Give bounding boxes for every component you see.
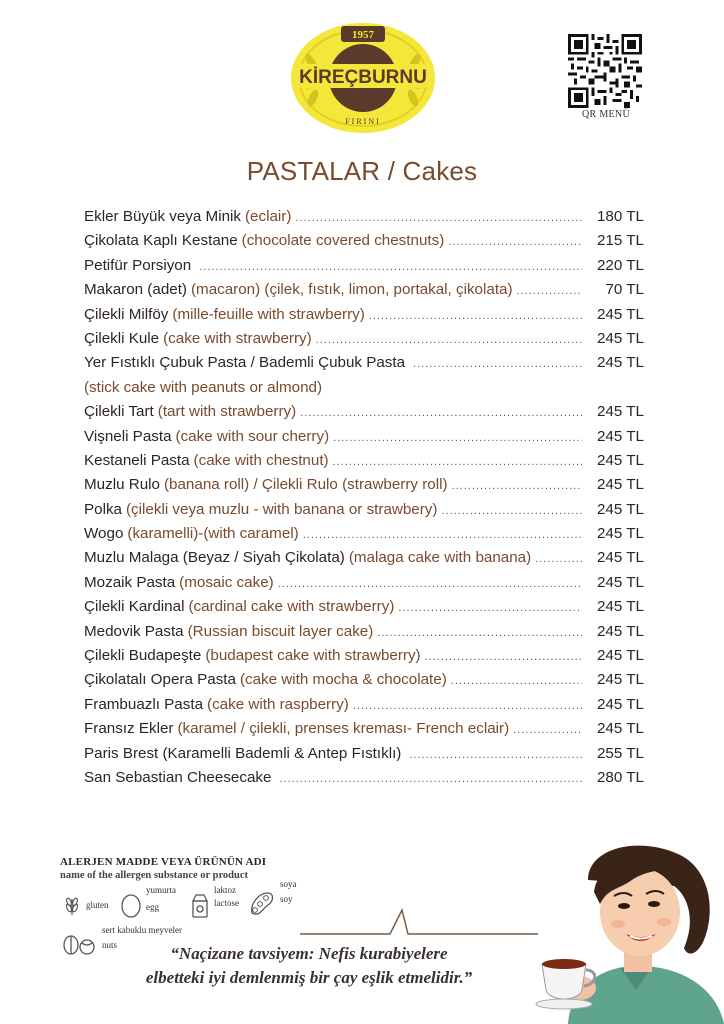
list-item bbox=[84, 598, 644, 622]
leader-dots bbox=[413, 358, 582, 370]
item-english: (mille-feuille with strawberry) bbox=[172, 305, 365, 323]
brand-name: KİREÇBURNU bbox=[299, 67, 427, 88]
list-item bbox=[84, 403, 644, 427]
item-price: 245 TL bbox=[596, 720, 644, 738]
allergen-soy-tr: soya bbox=[280, 879, 297, 889]
item-english: (karamelli)-(with caramel) bbox=[127, 525, 299, 543]
list-item bbox=[84, 574, 644, 598]
item-price: 245 TL bbox=[596, 549, 644, 567]
item-english: (macaron) (çilek, fıstık, limon, portakal, çikolata) bbox=[190, 281, 513, 299]
list-item bbox=[84, 623, 644, 647]
leader-dots bbox=[353, 700, 582, 712]
allergen-lactose-en: lactose bbox=[214, 898, 239, 908]
allergen-soy-en: soy bbox=[280, 894, 293, 904]
list-item bbox=[84, 769, 644, 793]
item-name: Frambuazlı Pasta bbox=[84, 695, 204, 713]
item-english: (cardinal cake with strawberry) bbox=[188, 598, 395, 616]
item-price: 280 TL bbox=[596, 768, 644, 786]
item-name: Çilekli Budapeşte bbox=[84, 647, 202, 665]
leader-dots bbox=[300, 407, 582, 419]
item-name: Mozaik Pasta bbox=[84, 573, 176, 591]
item-name: San Sebastian Cheesecake bbox=[84, 768, 272, 786]
item-price: 245 TL bbox=[596, 403, 644, 421]
item-name: Muzlu Rulo bbox=[84, 476, 160, 494]
leader-dots bbox=[441, 505, 582, 517]
list-item bbox=[84, 428, 644, 452]
brand-logo bbox=[289, 22, 437, 134]
leader-dots bbox=[451, 675, 582, 687]
item-price: 180 TL bbox=[596, 208, 644, 225]
allergen-nuts-en: nuts bbox=[102, 940, 118, 950]
item-name: Çikolatalı Opera Pasta bbox=[84, 671, 236, 689]
item-name: Makaron (adet) bbox=[84, 281, 187, 299]
item-name: Muzlu Malaga (Beyaz / Siyah Çikolata) bbox=[84, 549, 345, 567]
list-item bbox=[84, 257, 644, 281]
soybean-icon bbox=[248, 889, 276, 919]
speech-pointer bbox=[300, 906, 540, 946]
qr-code-icon[interactable] bbox=[568, 34, 642, 108]
item-english: (Russian biscuit layer cake) bbox=[187, 622, 374, 640]
item-name: Paris Brest (Karamelli Bademli & Antep Fıstıklı) bbox=[84, 744, 402, 762]
allergen-subtitle: name of the allergen substance or product bbox=[60, 870, 249, 881]
item-name: Çilekli Milföy bbox=[84, 305, 169, 323]
allergen-title: ALERJEN MADDE VEYA ÜRÜNÜN ADI bbox=[60, 856, 267, 868]
list-item bbox=[84, 330, 644, 354]
item-english: (mosaic cake) bbox=[179, 573, 274, 591]
item-name: Çilekli Tart bbox=[84, 403, 154, 421]
item-price: 245 TL bbox=[596, 329, 644, 347]
leader-dots bbox=[369, 310, 582, 322]
leader-dots bbox=[517, 285, 582, 297]
retro-woman-illustration bbox=[528, 840, 724, 1024]
wheat-icon bbox=[60, 893, 84, 917]
item-name: Çilekli Kule bbox=[84, 329, 160, 347]
item-english: (cake with chestnut) bbox=[193, 451, 329, 469]
egg-icon bbox=[120, 893, 142, 919]
allergen-egg-tr: yumurta bbox=[146, 885, 176, 895]
item-price: 245 TL bbox=[596, 695, 644, 713]
item-price: 245 TL bbox=[596, 305, 644, 323]
item-price: 70 TL bbox=[605, 281, 644, 299]
list-item bbox=[84, 501, 644, 525]
page-title: PASTALAR / Cakes bbox=[246, 156, 478, 186]
leader-dots bbox=[333, 432, 582, 444]
allergen-lactose-tr: laktoz bbox=[214, 885, 236, 895]
list-item bbox=[84, 745, 644, 769]
list-item bbox=[84, 476, 644, 500]
leader-dots bbox=[295, 212, 582, 224]
item-name: Çikolata Kaplı Kestane bbox=[84, 232, 238, 250]
list-item bbox=[84, 208, 644, 232]
item-price: 245 TL bbox=[596, 427, 644, 445]
leader-dots bbox=[409, 749, 582, 761]
item-price: 245 TL bbox=[596, 476, 644, 494]
item-english: (cake with sour cherry) bbox=[175, 427, 330, 445]
list-item bbox=[84, 720, 644, 744]
item-name: Çilekli Kardinal bbox=[84, 598, 185, 616]
item-price: 245 TL bbox=[596, 647, 644, 665]
leader-dots bbox=[452, 480, 582, 492]
item-english: (cake with mocha & chocolate) bbox=[239, 671, 447, 689]
leader-dots bbox=[199, 261, 582, 273]
item-name: Medovik Pasta bbox=[84, 622, 184, 640]
list-item bbox=[84, 232, 644, 256]
qr-label: QR MENÜ bbox=[582, 109, 630, 120]
allergen-gluten-label: gluten bbox=[86, 900, 109, 910]
leader-dots bbox=[448, 236, 582, 248]
list-item bbox=[84, 281, 644, 305]
list-item bbox=[84, 696, 644, 720]
item-english: (chocolate covered chestnuts) bbox=[241, 232, 445, 250]
brand-year: 1957 bbox=[352, 29, 374, 41]
allergen-egg-en: egg bbox=[146, 902, 159, 912]
list-item bbox=[84, 525, 644, 549]
leader-dots bbox=[377, 627, 582, 639]
allergen-soy bbox=[248, 879, 297, 905]
leader-dots bbox=[303, 529, 582, 541]
item-english: (tart with strawberry) bbox=[157, 403, 297, 421]
item-english: (budapest cake with strawberry) bbox=[205, 647, 421, 665]
list-item bbox=[84, 452, 644, 476]
item-name: Wogo bbox=[84, 525, 124, 543]
leader-dots bbox=[513, 724, 582, 736]
quote-line-2: elbetteki iyi demlenmiş bir çay eşlik etmelidir.” bbox=[145, 968, 473, 987]
leader-dots bbox=[535, 553, 582, 565]
allergen-nuts-tr: sert kabuklu meyveler bbox=[102, 925, 182, 935]
item-name: Ekler Büyük veya Minik bbox=[84, 208, 241, 225]
brand-sub: FIRINI bbox=[345, 117, 381, 126]
item-english: (eclair) bbox=[245, 208, 292, 225]
item-english: (çilekli veya muzlu - with banana or strawbery) bbox=[126, 500, 438, 518]
item-name: Fransız Ekler bbox=[84, 720, 174, 738]
item-price: 215 TL bbox=[596, 232, 644, 250]
item-name: Petifür Porsiyon bbox=[84, 256, 192, 274]
item-price: 245 TL bbox=[596, 500, 644, 518]
item-name: Yer Fıstıklı Çubuk Pasta / Bademli Çubuk Pasta bbox=[84, 354, 406, 372]
item-price: 245 TL bbox=[596, 354, 644, 372]
allergen-egg bbox=[120, 885, 176, 913]
list-item bbox=[84, 306, 644, 330]
milk-icon bbox=[190, 893, 210, 919]
item-english: (karamel / çilekli, prenses kreması- French eclair) bbox=[177, 720, 510, 738]
leader-dots bbox=[333, 456, 582, 468]
leader-dots bbox=[398, 602, 582, 614]
tip-quote bbox=[104, 942, 514, 990]
item-english: (banana roll) / Çilekli Rulo (strawberry roll) bbox=[163, 476, 448, 494]
allergen-lactose bbox=[190, 885, 239, 909]
item-name: Polka bbox=[84, 500, 122, 518]
list-item bbox=[84, 354, 644, 378]
leader-dots bbox=[425, 651, 582, 663]
item-name: Vişneli Pasta bbox=[84, 427, 172, 445]
allergen-gluten bbox=[60, 893, 109, 911]
item-note: (stick cake with peanuts or almond) bbox=[84, 378, 323, 396]
quote-line-1: “Naçizane tavsiyem: Nefis kurabiyelere bbox=[170, 944, 448, 963]
item-price: 255 TL bbox=[596, 744, 644, 762]
item-english: (cake with raspberry) bbox=[207, 695, 349, 713]
qr-menu[interactable] bbox=[568, 34, 644, 120]
nuts-icon bbox=[62, 931, 96, 957]
item-english: (cake with strawberry) bbox=[163, 329, 312, 347]
item-price: 245 TL bbox=[596, 525, 644, 543]
item-name: Kestaneli Pasta bbox=[84, 451, 190, 469]
list-item bbox=[84, 549, 644, 573]
item-price: 220 TL bbox=[596, 256, 644, 274]
leader-dots bbox=[278, 578, 582, 590]
leader-dots bbox=[279, 773, 582, 785]
list-item bbox=[84, 647, 644, 671]
item-price: 245 TL bbox=[596, 573, 644, 591]
item-price: 245 TL bbox=[596, 622, 644, 640]
item-price: 245 TL bbox=[596, 451, 644, 469]
list-item bbox=[84, 671, 644, 695]
item-english: (malaga cake with banana) bbox=[348, 549, 532, 567]
item-price: 245 TL bbox=[596, 671, 644, 689]
item-price: 245 TL bbox=[596, 598, 644, 616]
menu-list bbox=[84, 208, 644, 793]
leader-dots bbox=[316, 334, 582, 346]
